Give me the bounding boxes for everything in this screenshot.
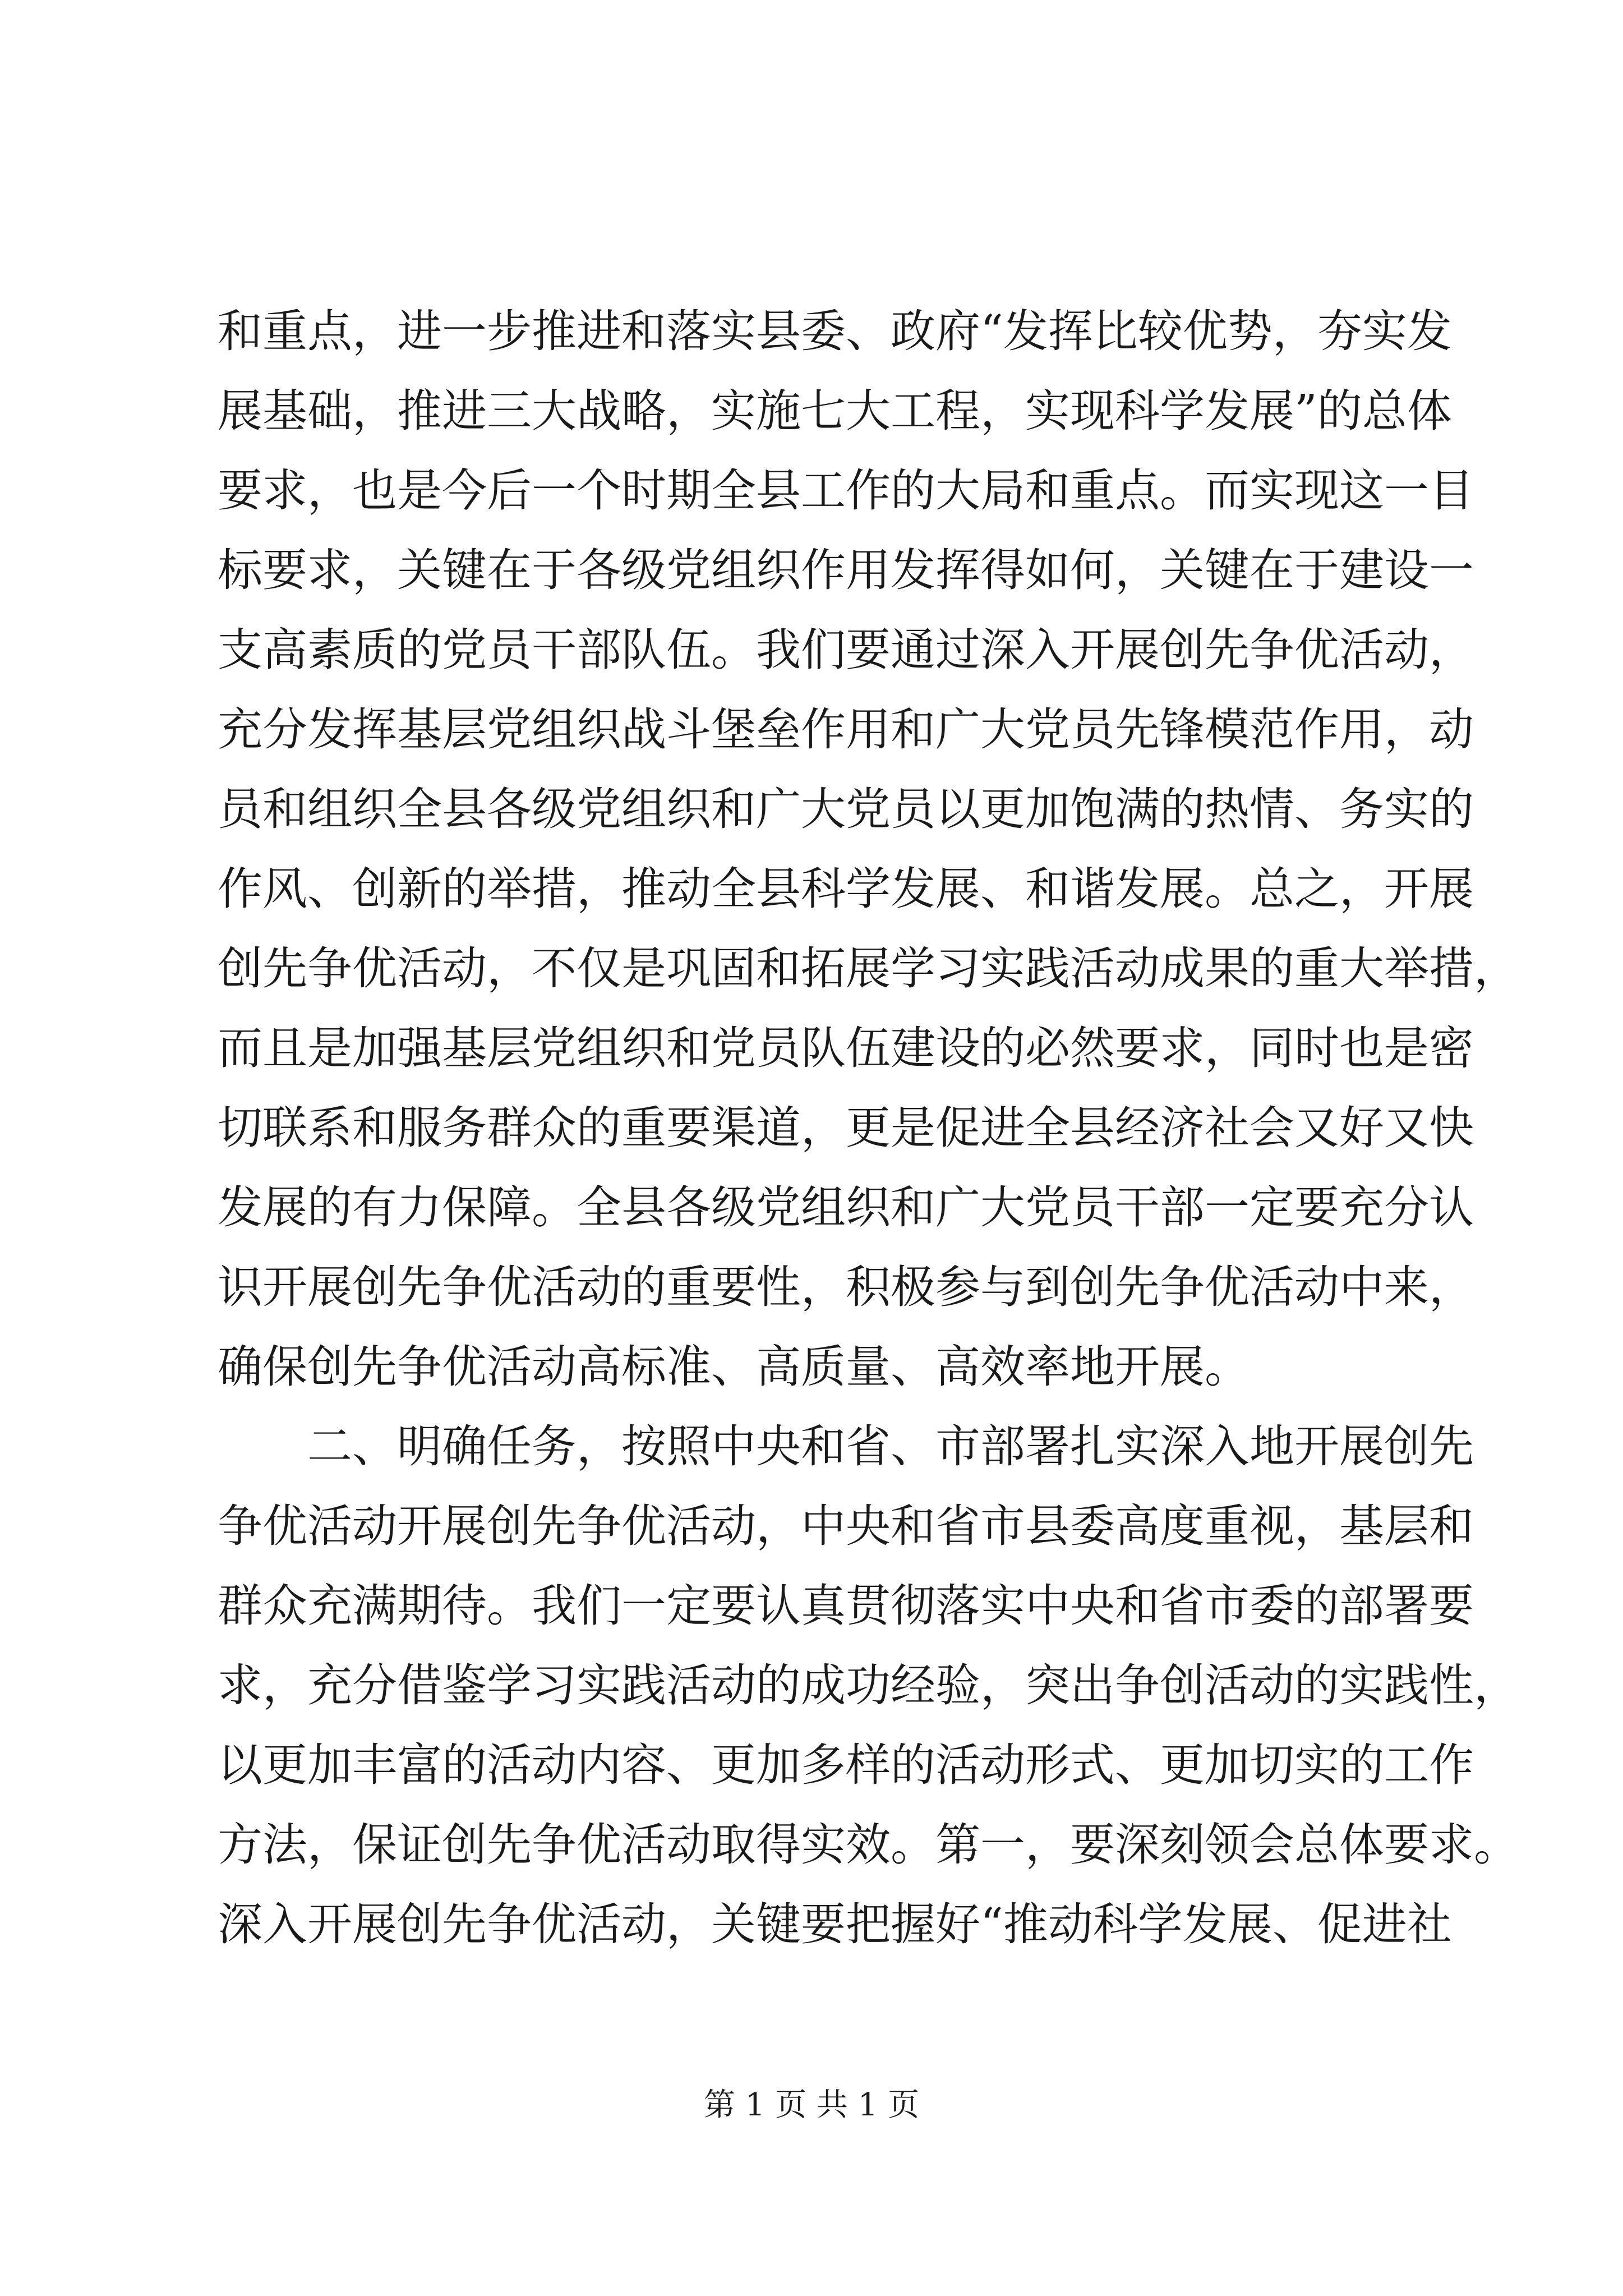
page-number-label: 第 1 页 共 1 页 — [703, 2087, 920, 2123]
text-line: 争优活动开展创先争优活动，中央和省市县委高度重视，基层和 — [218, 1500, 1474, 1552]
text-line: 和重点，进一步推进和落实县委、政府“发挥比较优势，夯实发 — [218, 305, 1452, 357]
text-line: 以更加丰富的活动内容、更加多样的活动形式、更加切实的工作 — [218, 1739, 1474, 1791]
text-line: 员和组织全县各级党组织和广大党员以更加饱满的热情、务实的 — [218, 783, 1474, 835]
text-line: 发展的有力保障。全县各级党组织和广大党员干部一定要充分认 — [218, 1181, 1474, 1234]
text-line: 展基础，推进三大战略，实施七大工程，实现科学发展”的总体 — [218, 385, 1452, 437]
text-line-paragraph-end: 确保创先争优活动高标准、高质量、高效率地开展。 — [218, 1341, 1249, 1393]
text-line: 而且是加强基层党组织和党员队伍建设的必然要求，同时也是密 — [218, 1022, 1474, 1074]
text-line: 创先争优活动，不仅是巩固和拓展学习实践活动成果的重大举措， — [218, 942, 1519, 995]
text-line: 深入开展创先争优活动，关键要把握好“推动科学发展、促进社 — [218, 1898, 1452, 1950]
text-line: 群众充满期待。我们一定要认真贯彻落实中央和省市委的部署要 — [218, 1580, 1474, 1632]
section-heading-line: 二、明确任务，按照中央和省、市部署扎实深入地开展创先 — [307, 1420, 1474, 1473]
text-line: 求，充分借鉴学习实践活动的成功经验，突出争创活动的实践性， — [218, 1659, 1519, 1711]
document-body — [218, 292, 1519, 1964]
text-line: 充分发挥基层党组织战斗堡垒作用和广大党员先锋模范作用，动 — [218, 703, 1474, 756]
text-line: 作风、创新的举措，推动全县科学发展、和谐发展。总之，开展 — [218, 863, 1474, 915]
text-line: 方法，保证创先争优活动取得实效。第一，要深刻领会总体要求。 — [218, 1819, 1519, 1871]
text-line: 支高素质的党员干部队伍。我们要通过深入开展创先争优活动， — [218, 624, 1474, 676]
text-line: 切联系和服务群众的重要渠道，更是促进全县经济社会又好又快 — [218, 1102, 1474, 1154]
page-footer — [0, 2080, 1623, 2125]
text-line: 识开展创先争优活动的重要性，积极参与到创先争优活动中来， — [218, 1261, 1474, 1313]
text-line: 要求，也是今后一个时期全县工作的大局和重点。而实现这一目 — [218, 464, 1474, 517]
text-line: 标要求，关键在于各级党组织作用发挥得如何，关键在于建设一 — [218, 544, 1474, 596]
